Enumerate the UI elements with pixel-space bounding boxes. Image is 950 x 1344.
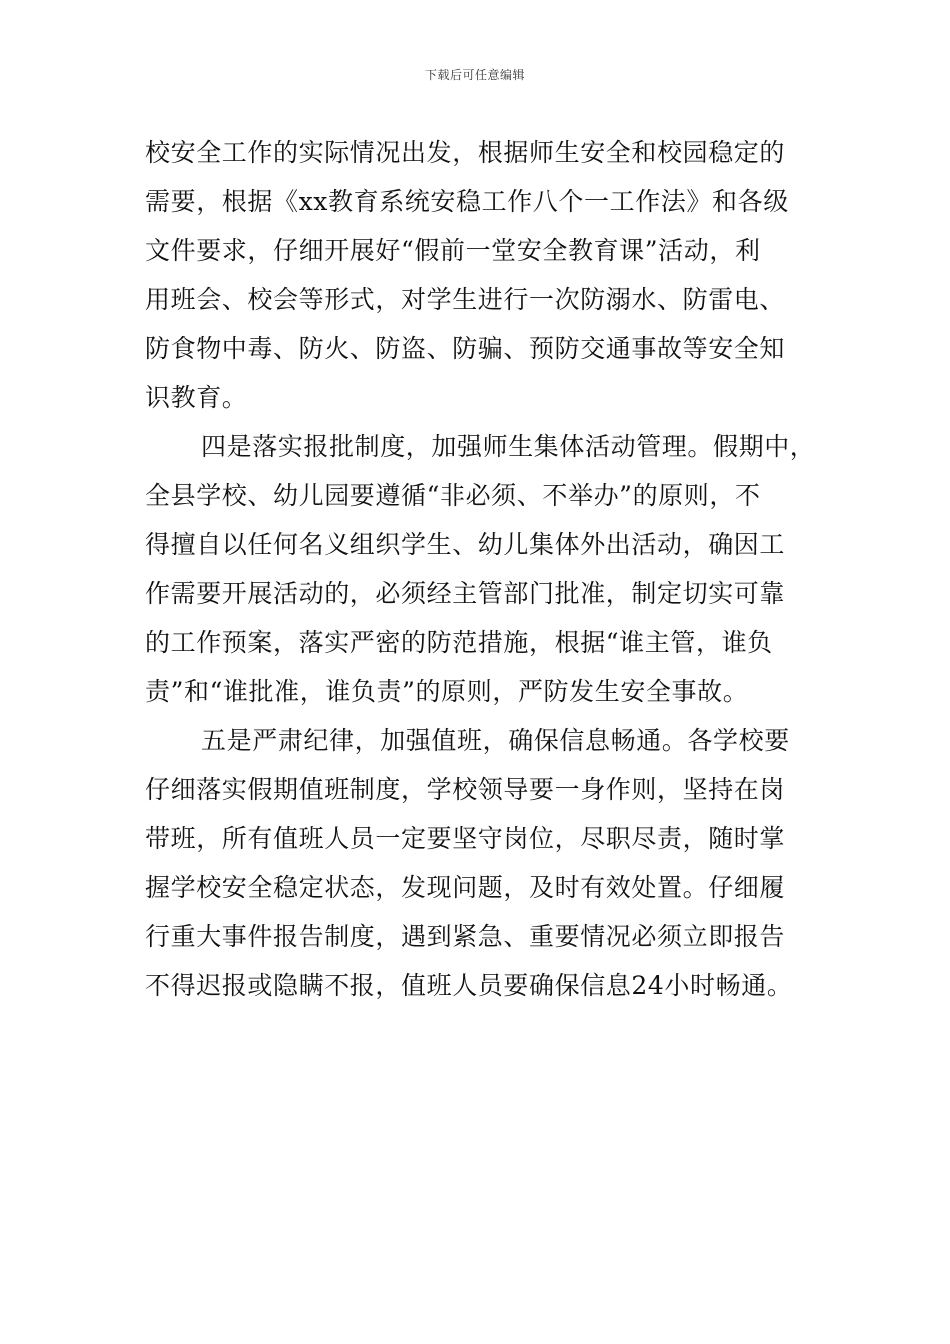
text-line: 的工作预案，落实严密的防范措施，根据“谁主管，谁负 [145,628,773,657]
text-line: 四是落实报批制度，加强师生集体活动管理。假期中， [201,432,816,461]
text-line: 需要，根据《xx教育系统安稳工作八个一工作法》和各级 [145,187,789,216]
text-line: 责”和“谁批准，谁负责”的原则，严防发生安全事故。 [145,677,749,706]
text-line: 用班会、校会等形式，对学生进行一次防溺水、防雷电、 [145,285,786,314]
text-line: 校安全工作的实际情况出发，根据师生安全和校园稳定的 [145,138,786,167]
document-body [145,128,835,1010]
paragraph-approval-system [145,422,835,716]
text-line: 文件要求，仔细开展好“假前一堂安全教育课”活动，利 [145,236,761,265]
text-line: 全县学校、幼儿园要遵循“非必须、不举办”的原则，不 [145,481,761,510]
text-line: 识教育。 [145,383,248,412]
text-line: 握学校安全稳定状态，发现问题，及时有效处置。仔细履 [145,873,786,902]
text-line: 不得迟报或隐瞒不报，值班人员要确保信息24小时畅通。 [145,971,793,1000]
text-line: 五是严肃纪律，加强值班，确保信息畅通。各学校要 [201,726,790,755]
text-line: 行重大事件报告制度，遇到紧急、重要情况必须立即报告 [145,922,786,951]
text-line: 防食物中毒、防火、防盗、防骗、预防交通事故等安全知 [145,334,786,363]
text-line: 得擅自以任何名义组织学生、幼儿集体外出活动，确因工 [145,530,786,559]
text-line: 作需要开展活动的，必须经主管部门批准，制定切实可靠 [145,579,786,608]
paragraph-continuation [145,128,835,422]
header-note: 下载后可任意编辑 [424,68,525,82]
paragraph-discipline-duty [145,716,835,1010]
text-line: 仔细落实假期值班制度，学校领导要一身作则，坚持在岗 [145,775,786,804]
text-line: 带班，所有值班人员一定要坚守岗位，尽职尽责，随时掌 [145,824,786,853]
